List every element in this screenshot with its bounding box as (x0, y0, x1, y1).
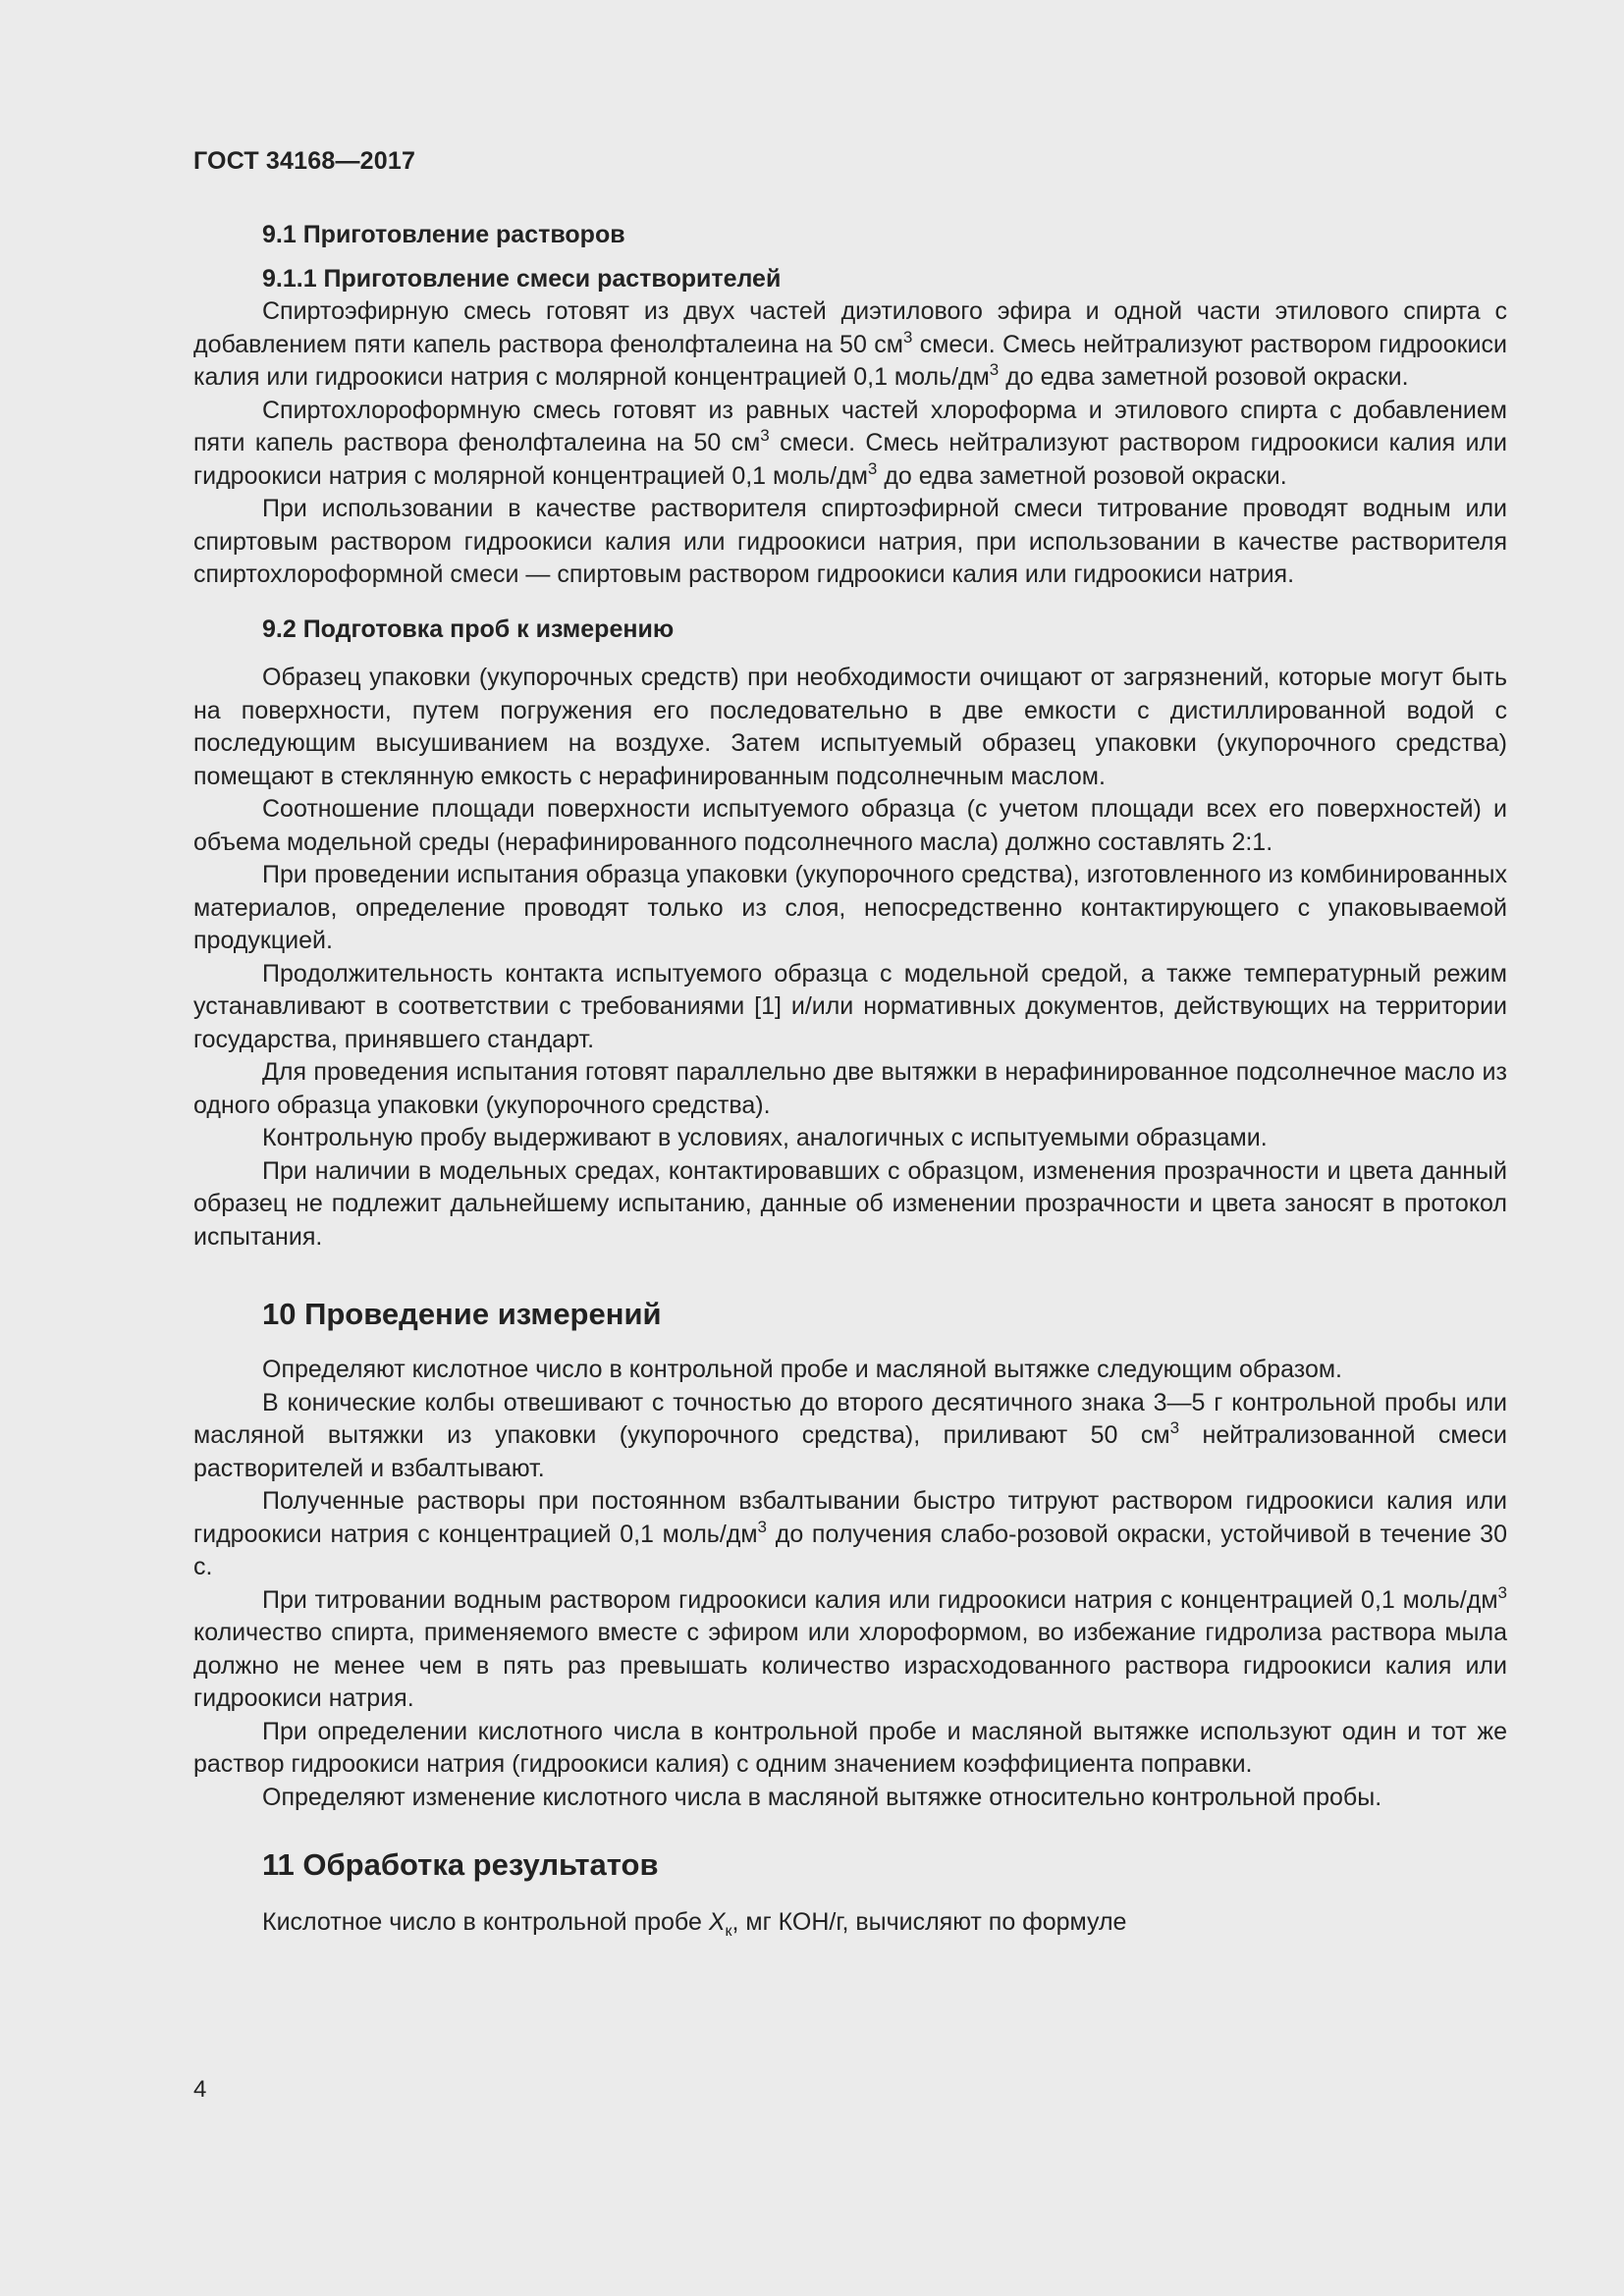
paragraph: Определяют изменение кислотного числа в масляной вытяжке относительно контрольной пробы. (262, 1783, 1382, 1811)
text-run: Спиртохлороформную смесь готовят из равных частей хлороформа и этилового спирта с добавлением пяти капель раствора фенолфталеина на 50 см (193, 396, 1507, 456)
paragraph: При определении кислотного числа в контрольной пробе и масляной вытяжке используют один и тот же раствор гидроокиси натрия (гидроокиси калия) с одним значением коэффициента поправки. (193, 1717, 1507, 1778)
document-id: ГОСТ 34168—2017 (193, 147, 416, 175)
superscript: 3 (902, 327, 913, 347)
page-number: 4 (193, 2076, 207, 2103)
text-run: , мг КОН/г, вычисляют по формуле (731, 1908, 1127, 1936)
superscript: 3 (989, 360, 1000, 379)
paragraph: Продолжительность контакта испытуемого образца с модельной средой, а также температурный режим устанавливают в соответствии с требованиями [1] и/или нормативных документов, действующих на территории государства, принявшего стандарт. (193, 959, 1507, 1053)
text-run: до едва заметной розовой окраски. (877, 461, 1287, 490)
paragraph: Для проведения испытания готовят параллельно две вытяжки в нерафинированное подсолнечное масло из одного образца упаковки (укупорочного средства). (193, 1058, 1507, 1119)
variable: X (708, 1908, 726, 1936)
section-10-heading: 10 Проведение измерений (262, 1297, 662, 1331)
section-11-heading: 11 Обработка результатов (262, 1847, 659, 1882)
paragraph: Определяют кислотное число в контрольной пробе и масляной вытяжке следующим образом. (262, 1356, 1342, 1383)
text-run: В конические колбы отвешивают с точностью до второго десятичного знака 3—5 г контрольной пробы или масляной вытяжки из упаковки (укупорочного средства), приливают 50 см (193, 1388, 1507, 1449)
text-run: Спиртоэфирную смесь готовят из двух частей диэтилового эфира и одной части этилового спирта с добавлением пяти капель раствора фенолфталеина на 50 см (193, 297, 1507, 358)
text-run: количество спирта, применяемого вместе с эфиром или хлороформом, во избежание гидролиза раствора мыла должно не менее чем в пять раз превышать количество израсходованного раствора гидроокиси калия или гидроокиси натрия. (193, 1619, 1507, 1712)
text-run: Кислотное число в контрольной пробе (262, 1908, 709, 1936)
superscript: 3 (867, 458, 878, 478)
paragraph: При наличии в модельных средах, контактировавших с образцом, изменения прозрачности и цвета данный образец не подлежит дальнейшему испытанию, данные об изменении прозрачности и цвета заносят в протокол испытания. (193, 1156, 1507, 1251)
superscript: 3 (1497, 1582, 1507, 1602)
text-run: При титровании водным раствором гидроокиси калия или гидроокиси натрия с концентрацией 0,1 моль/дм (262, 1585, 1498, 1614)
paragraph: При проведении испытания образца упаковки (укупорочного средства), изготовленного из комбинированных материалов, определение проводят только из слоя, непосредственно контактирующего с упаковываемой продукцией. (193, 861, 1507, 954)
text-run: смеси. Смесь нейтрализуют раствором гидроокиси калия или гидроокиси натрия с молярной концентрацией 0,1 моль/дм (193, 429, 1507, 490)
page-content (193, 219, 1507, 1940)
paragraph (193, 395, 1507, 494)
paragraph: Контрольную пробу выдерживают в условиях, аналогичных с испытуемыми образцами. (262, 1124, 1268, 1151)
section-9-1-1-heading: 9.1.1 Приготовление смеси растворителей (262, 264, 782, 293)
paragraph (193, 1485, 1507, 1584)
paragraph (193, 1584, 1507, 1716)
text-run: до получения слабо-розовой окраски, устойчивой в течение 30 с. (193, 1520, 1507, 1580)
paragraph (193, 1906, 1507, 1940)
text-run: Полученные растворы при постоянном взбалтывании быстро титруют раствором гидроокиси калия или гидроокиси натрия с концентрацией 0,1 моль/дм (193, 1487, 1507, 1548)
superscript: 3 (760, 426, 770, 445)
paragraph: Образец упаковки (укупорочных средств) при необходимости очищают от загрязнений, которые могут быть на поверхности, путем погружения его последовательно в две емкости с дистиллированной водой с последующим высушиванием на воздухе. Затем испытуемый образец упаковки (укупорочного средства) помещают в стеклянную емкость с нерафинированным подсолнечным маслом. (193, 664, 1507, 790)
paragraph: Соотношение площади поверхности испытуемого образца (с учетом площади всех его поверхностей) и объема модельной среды (нерафинированного подсолнечного масла) должно составлять 2:1. (193, 795, 1507, 856)
text-run: нейтрализованной смеси растворителей и взбалтывают. (193, 1421, 1507, 1482)
section-9-1-heading: 9.1 Приготовление растворов (262, 221, 625, 248)
text-run: смеси. Смесь нейтрализуют раствором гидроокиси калия или гидроокиси натрия с молярной концентрацией 0,1 моль/дм (193, 330, 1507, 391)
superscript: 3 (757, 1517, 768, 1536)
paragraph (193, 295, 1507, 395)
superscript: 3 (1169, 1418, 1180, 1437)
subscript: к (725, 1923, 732, 1940)
paragraph: При использовании в качестве растворителя спиртоэфирной смеси титрование проводят водным или спиртовым раствором гидроокиси калия или гидроокиси натрия, при использовании в качестве растворителя спиртохлороформной смеси — спиртовым раствором гидроокиси калия или гидроокиси натрия. (193, 495, 1507, 588)
section-9-2-heading: 9.2 Подготовка проб к измерению (262, 614, 675, 643)
text-run: до едва заметной розовой окраски. (999, 363, 1409, 391)
paragraph (193, 1387, 1507, 1486)
